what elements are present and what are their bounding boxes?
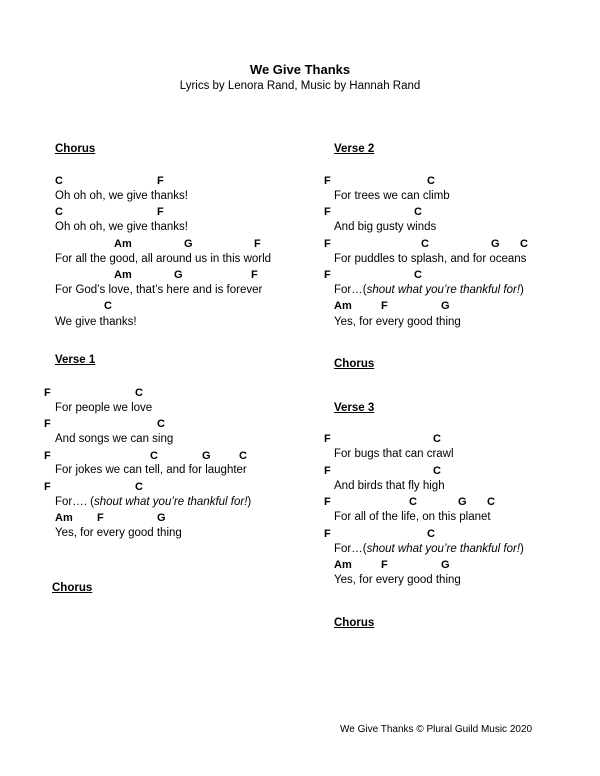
- lyric-line: For trees we can climb: [334, 190, 450, 202]
- chorus-repeat-heading: Chorus: [334, 358, 375, 370]
- verse-1-heading: Verse 1: [55, 354, 96, 366]
- chord: F: [44, 387, 51, 399]
- chord: F: [44, 450, 51, 462]
- chord: F: [44, 481, 51, 493]
- lyric-text: For…(: [334, 543, 367, 555]
- chord: C: [427, 528, 435, 540]
- lyric-line: Oh oh oh, we give thanks!: [55, 221, 188, 233]
- lyric-line: Oh oh oh, we give thanks!: [55, 190, 188, 202]
- lyric-line: And songs we can sing: [55, 433, 174, 445]
- chord: F: [324, 238, 331, 250]
- chord: C: [414, 206, 422, 218]
- chord: C: [520, 238, 528, 250]
- lyric-line: Yes, for every good thing: [334, 316, 461, 328]
- chord: F: [251, 269, 258, 281]
- chord: F: [324, 175, 331, 187]
- chord: G: [184, 238, 193, 250]
- chord: G: [441, 300, 450, 312]
- chord: F: [324, 528, 331, 540]
- copyright-footer: We Give Thanks © Plural Guild Music 2020: [340, 724, 533, 735]
- chord: C: [135, 387, 143, 399]
- verse-2-heading: Verse 2: [334, 143, 375, 155]
- chord: C: [239, 450, 247, 462]
- lyric-line: For all the good, all around us in this world: [55, 253, 272, 265]
- chord: G: [458, 496, 467, 508]
- lyric-line: For all of the life, on this planet: [334, 511, 491, 523]
- chord: F: [381, 300, 388, 312]
- lyric-line: Yes, for every good thing: [55, 527, 182, 539]
- lyric-line: [334, 543, 524, 555]
- chord: F: [381, 559, 388, 571]
- lyric-text: For…. (: [55, 496, 94, 508]
- chord: F: [324, 206, 331, 218]
- lyric-line: For people we love: [55, 402, 153, 414]
- lyric-line: For God’s love, that’s here and is forever: [55, 284, 263, 296]
- chord: Am: [114, 269, 132, 281]
- lyric-text: For…(: [334, 284, 367, 296]
- chord: F: [254, 238, 261, 250]
- chord: C: [414, 269, 422, 281]
- chord: F: [97, 512, 104, 524]
- chord: F: [44, 418, 51, 430]
- chord: C: [55, 175, 63, 187]
- song-title: We Give Thanks: [249, 62, 351, 77]
- lyric-line: [55, 496, 251, 508]
- chord: C: [427, 175, 435, 187]
- chord: F: [324, 465, 331, 477]
- lyric-text: ): [247, 496, 252, 508]
- chorus-heading: Chorus: [55, 143, 96, 155]
- lyric-line: For puddles to splash, and for oceans: [334, 253, 527, 265]
- chord: C: [157, 418, 165, 430]
- chord: C: [433, 433, 441, 445]
- chord: C: [135, 481, 143, 493]
- chord: C: [55, 206, 63, 218]
- chord: G: [174, 269, 183, 281]
- chord: C: [433, 465, 441, 477]
- lyric-line: Yes, for every good thing: [334, 574, 461, 586]
- chord: Am: [55, 512, 73, 524]
- chord: Am: [334, 300, 352, 312]
- lyric-line: [334, 284, 524, 296]
- shout-instruction: shout what you’re thankful for!: [366, 543, 521, 555]
- lyric-text: ): [520, 284, 524, 296]
- chord: F: [324, 496, 331, 508]
- chord: G: [491, 238, 500, 250]
- shout-instruction: shout what you’re thankful for!: [93, 496, 248, 508]
- lyric-line: And birds that fly high: [334, 480, 445, 492]
- chord: C: [150, 450, 158, 462]
- chord: F: [324, 269, 331, 281]
- chord: C: [421, 238, 429, 250]
- lyric-text: ): [520, 543, 524, 555]
- song-credits: Lyrics by Lenora Rand, Music by Hannah Rand: [179, 80, 421, 92]
- lyric-line: For jokes we can tell, and for laughter: [55, 464, 247, 476]
- chord: Am: [114, 238, 132, 250]
- shout-instruction: shout what you’re thankful for!: [366, 284, 521, 296]
- chord: Am: [334, 559, 352, 571]
- chord: C: [409, 496, 417, 508]
- lyric-line: We give thanks!: [55, 316, 137, 328]
- chorus-repeat-heading: Chorus: [52, 582, 93, 594]
- chorus-repeat-heading: Chorus: [334, 617, 375, 629]
- lyric-line: For bugs that can crawl: [334, 448, 454, 460]
- chord: G: [441, 559, 450, 571]
- chord: C: [104, 300, 112, 312]
- chord: G: [202, 450, 211, 462]
- chord: F: [157, 206, 164, 218]
- chord: F: [157, 175, 164, 187]
- chord: C: [487, 496, 495, 508]
- chord: F: [324, 433, 331, 445]
- verse-3-heading: Verse 3: [334, 402, 375, 414]
- lyric-line: And big gusty winds: [334, 221, 437, 233]
- chord: G: [157, 512, 166, 524]
